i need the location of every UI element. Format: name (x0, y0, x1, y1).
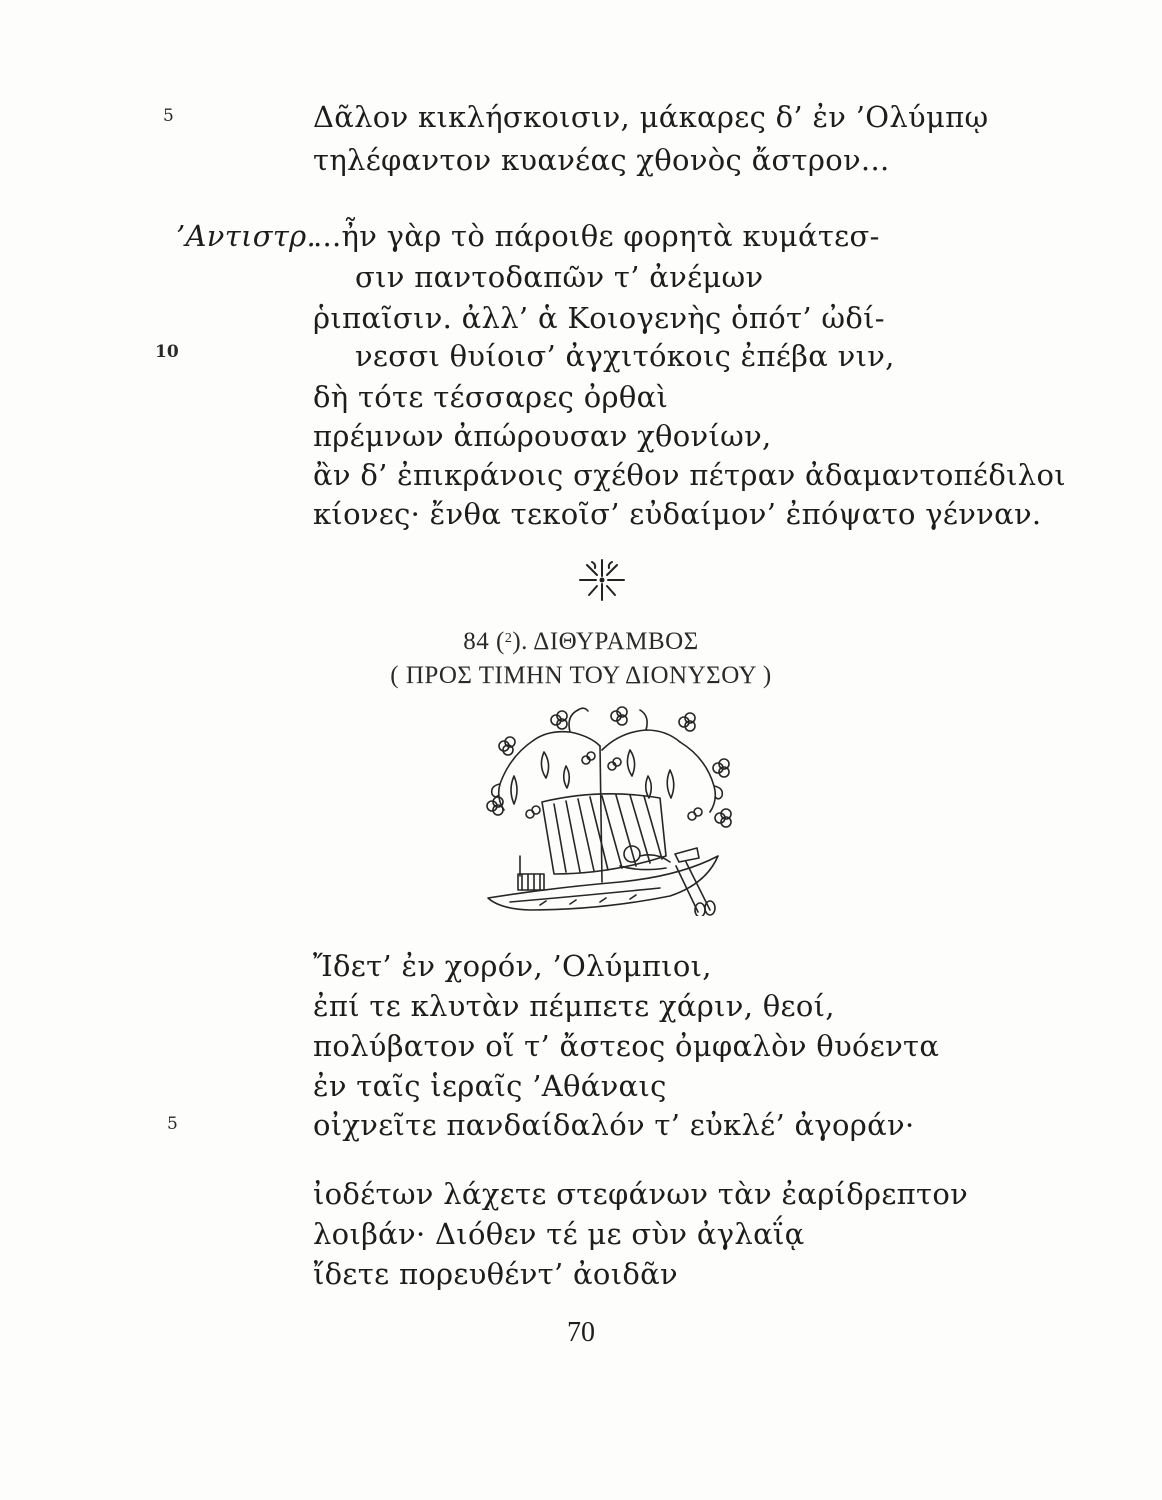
verse-line: τηλέφαντον κυανέας χθονὸς ἄστρον... (313, 143, 890, 177)
verse-line: ἰοδέτων λάχετε στεφάνων τὰν ἐαρίδρεπτον (313, 1177, 969, 1211)
verse-line: πρέμνων ἀπώρουσαν χθονίων, (313, 419, 772, 453)
verse-line: λοιβάν· Διόθεν τέ με σὺν ἀγλαΐᾳ (313, 1217, 805, 1251)
verse-line: ἴδετε πορευθέντ’ ἀοιδᾶν (313, 1257, 678, 1291)
verse-line: οἰχνεῖτε πανδαίδαλόν τ’ εὐκλέ’ ἀγοράν· (313, 1108, 915, 1142)
antistrophe-label: ’Αντιστρ. (176, 219, 317, 253)
line-number: 5 (167, 1114, 178, 1134)
poem-subtitle: ( ΠΡΟΣ ΤΙΜΗΝ ΤΟΥ ΔΙΟΝΥΣΟΥ ) (390, 662, 772, 689)
verse-line: πολύβατον οἵ τ’ ἄστεος ὀμφαλὸν θυόεντα (313, 1029, 940, 1063)
page-number: 70 (567, 1317, 595, 1348)
line-number: 10 (155, 342, 179, 362)
poem-heading (0, 624, 1162, 657)
verse-line: ...ἦν γὰρ τὸ πάροιθε φορητὰ κυμάτεσ- (313, 219, 880, 253)
verse-line: ἐν ταῖς ἱεραῖς ’Αθάναις (313, 1069, 667, 1103)
verse-line: ῥιπαῖσιν. ἀλλ’ ἁ Κοιογενὴς ὁπότ’ ὠδί- (313, 301, 885, 335)
poem-number-superscript: 2 (504, 631, 513, 646)
verse-line: κίονες· ἔνθα τεκοῖσ’ εὐδαίμον’ ἐπόψατο γένναν. (313, 497, 1042, 531)
verse-line: ἂν δ’ ἐπικράνοις σχέθον πέτραν ἀδαμαντοπέδιλοι (313, 458, 1066, 492)
star-ornament-icon (576, 556, 628, 604)
verse-line: δὴ τότε τέσσαρες ὀρθαὶ (313, 380, 669, 414)
verse-line: σιν παντοδαπῶν τ’ ἀνέμων (355, 260, 764, 294)
line-number: 5 (163, 106, 174, 126)
verse-line: ἐπί τε κλυτὰν πέμπετε χάριν, θεοί, (313, 989, 835, 1023)
verse-line: Ἴδετ’ ἐν χορόν, ’Ολύμπιοι, (313, 949, 712, 983)
poem-title: ). ΔΙΘΥΡΑΜΒΟΣ (512, 628, 699, 655)
verse-line: Δᾶλον κικλήσκοισιν, μάκαρες δ’ ἐν ’Ολύμπῳ (313, 100, 989, 134)
dionysus-ship-with-vine-icon (470, 706, 740, 916)
poem-number: 84 ( (463, 628, 505, 655)
verse-line: νεσσι θυίοισ’ ἀγχιτόκοις ἐπέβα νιν, (355, 339, 895, 373)
